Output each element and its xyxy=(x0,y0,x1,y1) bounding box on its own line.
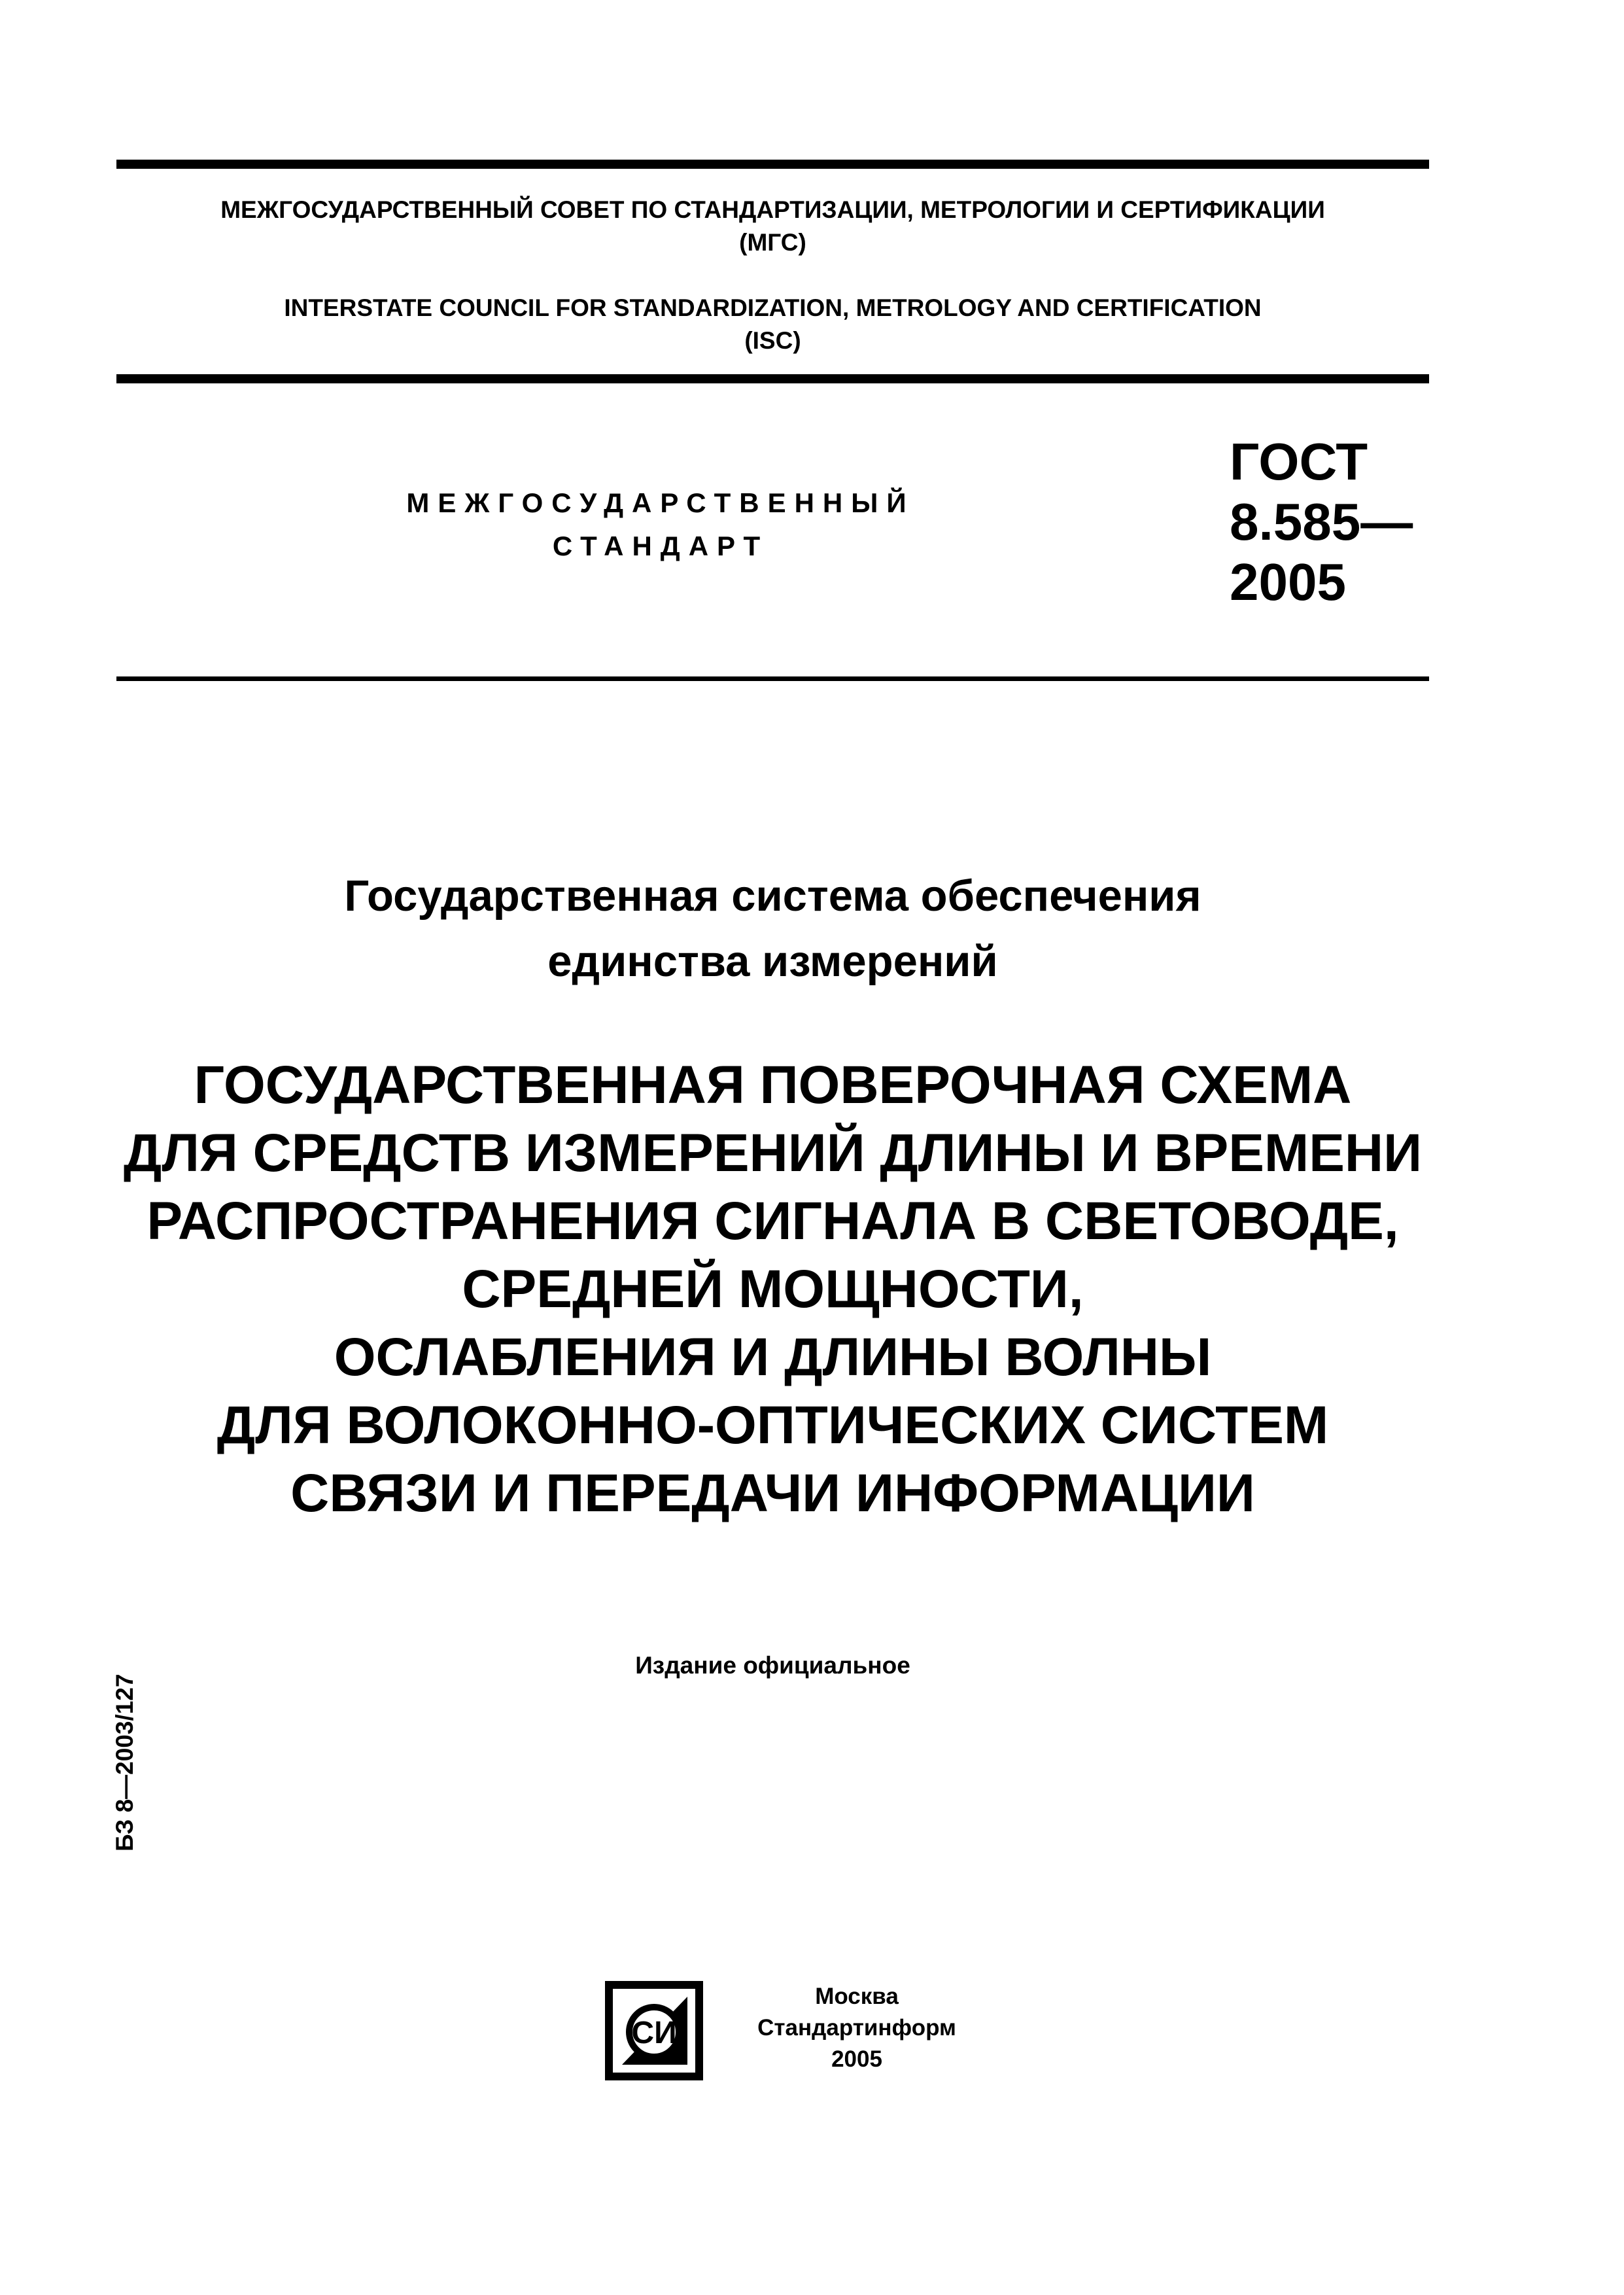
title-line: ДЛЯ ВОЛОКОННО-ОПТИЧЕСКИХ СИСТЕМ xyxy=(216,1395,1329,1455)
title-line: СВЯЗИ И ПЕРЕДАЧИ ИНФОРМАЦИИ xyxy=(290,1463,1255,1523)
gost-year: 2005 xyxy=(1230,553,1346,611)
publisher-city: Москва xyxy=(815,1984,899,2009)
publisher-block xyxy=(726,1981,988,2075)
standard-type xyxy=(275,482,1046,568)
catalog-number: БЗ 8—2003/127 xyxy=(111,1673,138,1851)
council-block-ru xyxy=(116,194,1429,259)
publisher-name: Стандартинформ xyxy=(757,2015,956,2041)
gost-code: 8.585— xyxy=(1230,493,1413,551)
council-block-en xyxy=(116,292,1429,357)
title-line: СРЕДНЕЙ МОЩНОСТИ, xyxy=(462,1259,1084,1319)
top-rule xyxy=(116,160,1429,169)
council-ru-name: МЕЖГОСУДАРСТВЕННЫЙ СОВЕТ ПО СТАНДАРТИЗАЦИИ, МЕТРОЛОГИИ И СЕРТИФИКАЦИИ xyxy=(220,196,1325,223)
document-title xyxy=(98,1051,1447,1528)
title-line: ОСЛАБЛЕНИЯ И ДЛИНЫ ВОЛНЫ xyxy=(334,1327,1212,1387)
publisher-year: 2005 xyxy=(831,2046,882,2072)
series-title xyxy=(116,864,1429,994)
council-bottom-rule xyxy=(116,374,1429,383)
edition-note: Издание официальное xyxy=(635,1652,910,1679)
title-line: ГОСУДАРСТВЕННАЯ ПОВЕРОЧНАЯ СХЕМА xyxy=(194,1055,1352,1115)
standard-type-line2: СТАНДАРТ xyxy=(552,531,769,561)
title-line: РАСПРОСТРАНЕНИЯ СИГНАЛА В СВЕТОВОДЕ, xyxy=(147,1191,1399,1251)
logo-text: СИ xyxy=(631,2016,677,2050)
council-ru-abbr: (МГС) xyxy=(739,229,806,256)
standard-type-line1: МЕЖГОСУДАРСТВЕННЫЙ xyxy=(406,487,915,518)
council-en-name: INTERSTATE COUNCIL FOR STANDARDIZATION, METROLOGY AND CERTIFICATION xyxy=(284,294,1262,321)
title-line: ДЛЯ СРЕДСТВ ИЗМЕРЕНИЙ ДЛИНЫ И ВРЕМЕНИ xyxy=(123,1123,1423,1183)
series-line1: Государственная система обеспечения xyxy=(344,871,1201,920)
gost-label: ГОСТ xyxy=(1230,432,1368,491)
header-bottom-rule xyxy=(116,676,1429,681)
standartinform-logo-icon xyxy=(605,1981,703,2084)
council-en-abbr: (ISC) xyxy=(744,327,801,354)
series-line2: единства измерений xyxy=(547,937,998,986)
gost-number xyxy=(1230,432,1413,612)
